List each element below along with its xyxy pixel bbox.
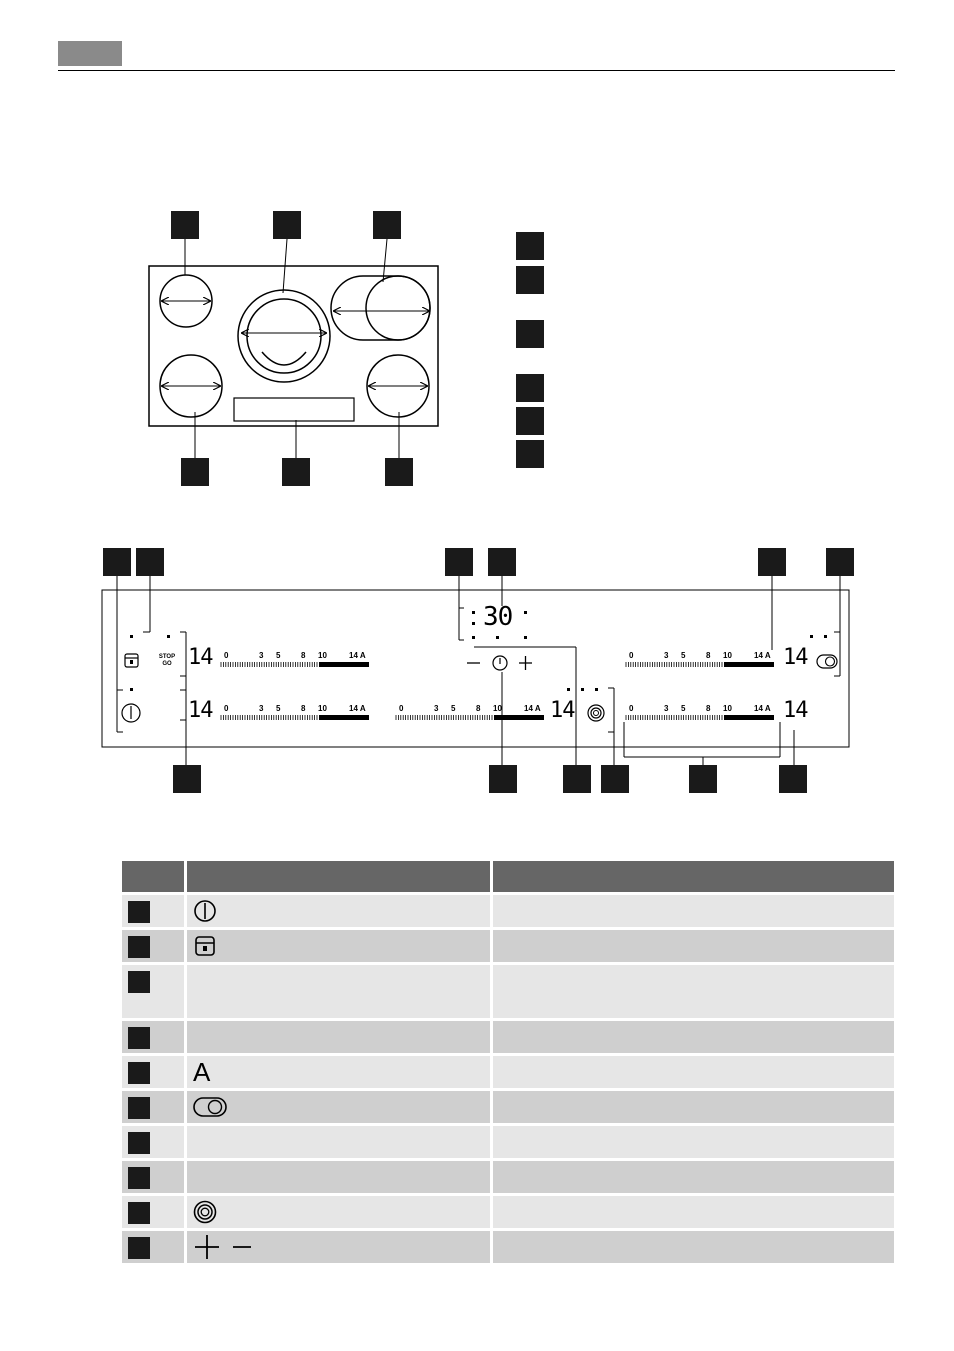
scale-label: 8 xyxy=(706,651,711,660)
scale-label: 3 xyxy=(664,704,669,713)
scale-label: 14 A xyxy=(349,704,366,713)
row-number-square xyxy=(128,1027,150,1049)
row-description-cell xyxy=(490,1126,894,1158)
row-number-square xyxy=(128,1062,150,1084)
row-description-cell xyxy=(490,1056,894,1088)
scale-label: 5 xyxy=(451,704,456,713)
table-row xyxy=(122,895,894,927)
scale-label: 5 xyxy=(681,704,686,713)
table-row xyxy=(122,1021,894,1053)
row-symbol-cell xyxy=(184,1161,490,1193)
power-display-1: 14 xyxy=(188,645,213,670)
table-row xyxy=(122,1231,894,1263)
row-description-cell xyxy=(490,965,894,1018)
row-description-cell xyxy=(490,895,894,927)
row-number-square xyxy=(128,1237,150,1259)
power-display-5: 14 xyxy=(783,698,808,723)
table-row xyxy=(122,930,894,962)
scale-bar xyxy=(319,662,369,667)
power-display-4: 14 xyxy=(783,645,808,670)
table-row xyxy=(122,1091,894,1123)
lock-icon xyxy=(193,934,217,958)
row-description-cell xyxy=(490,1161,894,1193)
row-description-cell xyxy=(490,1021,894,1053)
scale-bar xyxy=(724,662,774,667)
scale-label: 0 xyxy=(224,651,229,660)
scale-label: 8 xyxy=(301,651,306,660)
row-symbol-cell xyxy=(184,1126,490,1158)
row-symbol-cell xyxy=(184,1231,490,1263)
row-number-square xyxy=(128,901,150,923)
table-header-col2 xyxy=(184,861,490,892)
row-symbol-cell xyxy=(184,1091,490,1123)
row-number-square xyxy=(128,1202,150,1224)
row-description-cell xyxy=(490,930,894,962)
scale-label: 14 A xyxy=(524,704,541,713)
stop-go-label: STOP GO xyxy=(158,654,176,667)
scale-label: 10 xyxy=(318,651,327,660)
row-description-cell xyxy=(490,1091,894,1123)
row-description-cell xyxy=(490,1231,894,1263)
scale-label: 5 xyxy=(276,651,281,660)
scale-label: 3 xyxy=(259,704,264,713)
scale-label: 8 xyxy=(476,704,481,713)
row-symbol-cell xyxy=(184,1021,490,1053)
scale-label: 8 xyxy=(301,704,306,713)
scale-label: 14 A xyxy=(349,651,366,660)
scale-label: 3 xyxy=(259,651,264,660)
row-symbol-cell xyxy=(184,965,490,1018)
power-icon xyxy=(193,899,217,923)
row-number-square xyxy=(128,1167,150,1189)
a-symbol: A xyxy=(193,1057,211,1087)
row-number-square xyxy=(128,971,150,993)
table-row xyxy=(122,965,894,1018)
table-row xyxy=(122,1196,894,1228)
row-symbol-cell xyxy=(184,1056,490,1088)
power-display-2: 14 xyxy=(188,698,213,723)
table-row xyxy=(122,1126,894,1158)
booster-icon xyxy=(193,1200,217,1224)
scale-label: 10 xyxy=(723,651,732,660)
scale-label: 14 A xyxy=(754,651,771,660)
scale-bar xyxy=(319,715,369,720)
timer-display: 30 xyxy=(483,602,513,632)
power-display-3: 14 xyxy=(550,698,575,723)
table-header-col3 xyxy=(490,861,894,892)
row-symbol-cell xyxy=(184,895,490,927)
function-table xyxy=(122,858,894,1266)
table-row xyxy=(122,1056,894,1088)
scale-label: 10 xyxy=(318,704,327,713)
scale-label: 3 xyxy=(664,651,669,660)
scale-label: 3 xyxy=(434,704,439,713)
scale-label: 0 xyxy=(629,651,634,660)
scale-label: 14 A xyxy=(754,704,771,713)
table-row xyxy=(122,1161,894,1193)
row-symbol-cell xyxy=(184,930,490,962)
row-number-square xyxy=(128,1097,150,1119)
row-number-square xyxy=(128,936,150,958)
scale-label: 0 xyxy=(629,704,634,713)
row-number-square xyxy=(128,1132,150,1154)
row-description-cell xyxy=(490,1196,894,1228)
bridge-icon xyxy=(193,1096,227,1118)
scale-label: 0 xyxy=(399,704,404,713)
scale-label: 10 xyxy=(723,704,732,713)
table-header-col1 xyxy=(122,861,184,892)
scale-label: 0 xyxy=(224,704,229,713)
scale-label: 5 xyxy=(276,704,281,713)
scale-label: 5 xyxy=(681,651,686,660)
scale-bar xyxy=(494,715,544,720)
scale-bar xyxy=(724,715,774,720)
row-symbol-cell xyxy=(184,1196,490,1228)
scale-label: 8 xyxy=(706,704,711,713)
plus-minus-icon xyxy=(193,1234,253,1260)
scale-label: 10 xyxy=(493,704,502,713)
